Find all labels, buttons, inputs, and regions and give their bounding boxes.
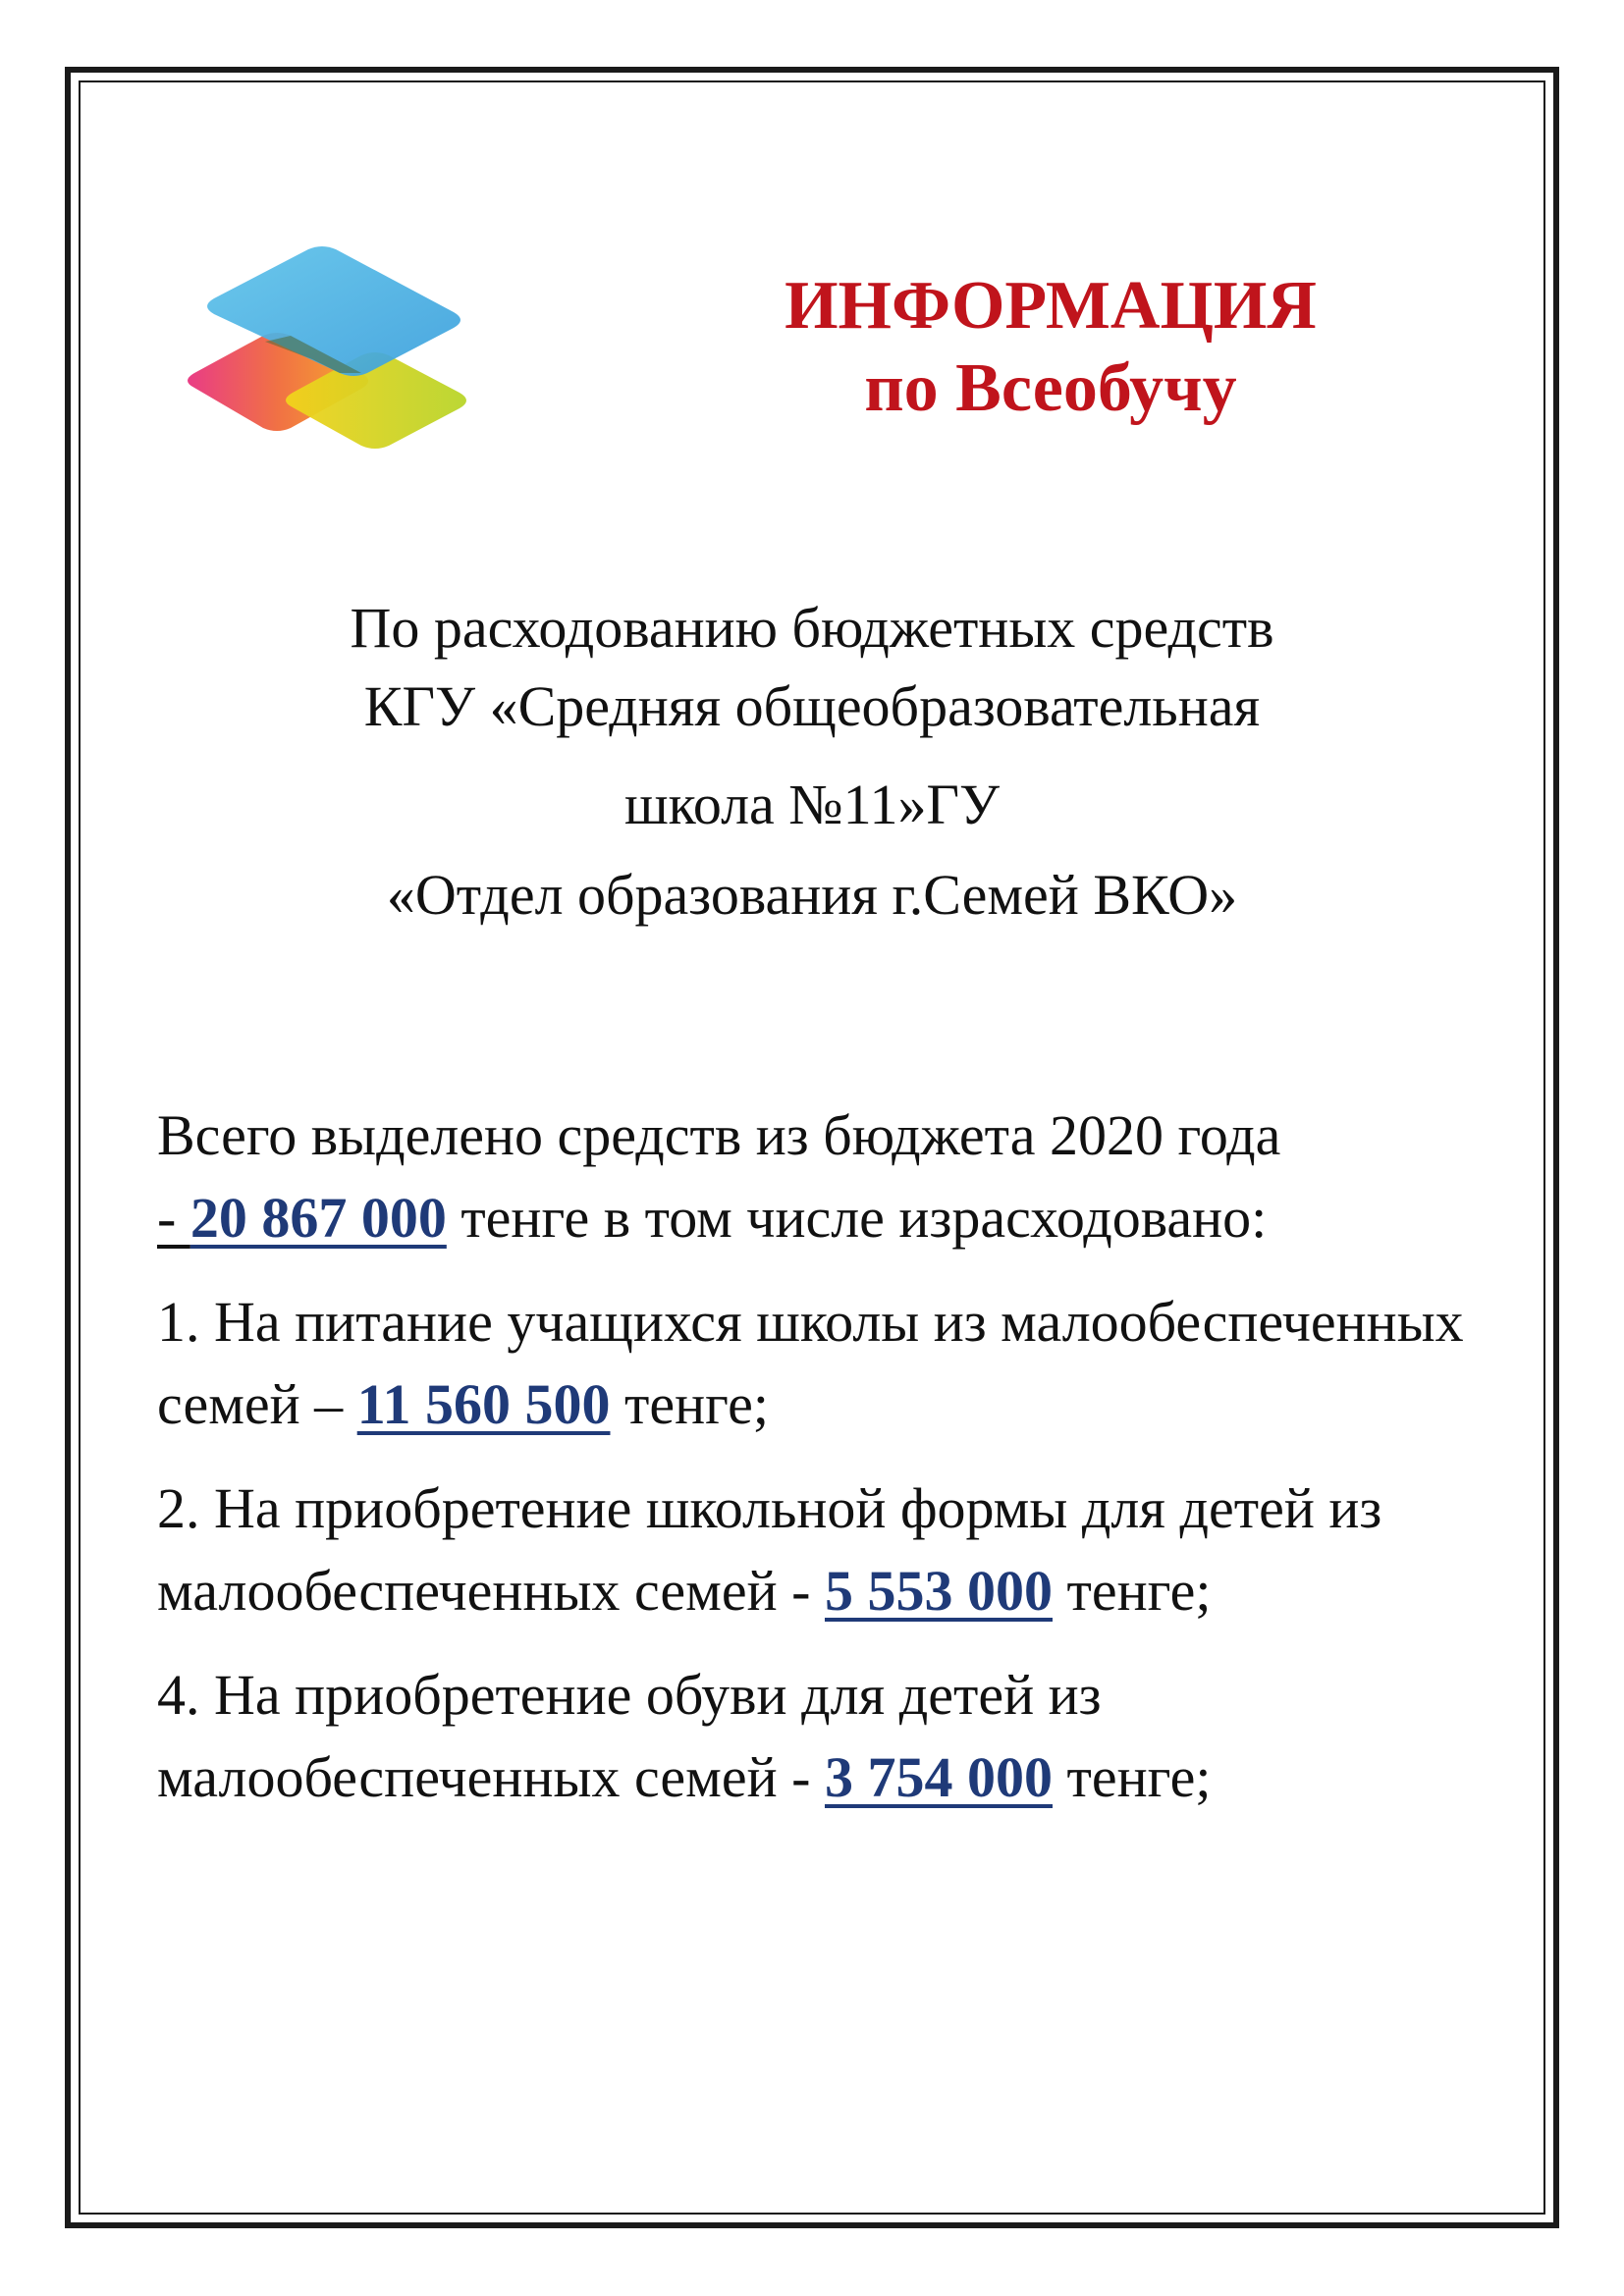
item-amount: 3 754 000	[824, 1745, 1053, 1809]
org-line-1: По расходованию бюджетных средств	[350, 596, 1274, 660]
page-title	[687, 265, 1414, 430]
item-text: 1. На питание учащихся школы из малообеспеченных семей –	[157, 1290, 1464, 1436]
list-item	[157, 1281, 1492, 1446]
summary-dash: -	[157, 1186, 190, 1250]
summary-line: Всего выделено средств из бюджета 2020 года	[157, 1103, 1281, 1167]
org-line-2: КГУ «Средняя общеобразовательная	[363, 674, 1261, 738]
list-item	[157, 1468, 1492, 1632]
item-text-after: тенге;	[1052, 1559, 1212, 1623]
item-text: 2. На приобретение школьной формы для детей из малообеспеченных семей -	[157, 1476, 1382, 1623]
budget-details	[157, 1095, 1492, 1841]
item-text: 4. На приобретение обуви для детей из малообеспеченных семей -	[157, 1663, 1102, 1809]
title-line-1: ИНФОРМАЦИЯ	[785, 268, 1317, 344]
total-amount: 20 867 000	[189, 1186, 447, 1250]
layered-diamonds-logo	[175, 236, 489, 461]
org-line-4: «Отдел образования г.Семей ВКО»	[386, 863, 1238, 927]
item-amount: 5 553 000	[824, 1559, 1053, 1623]
item-amount: 11 560 500	[356, 1372, 611, 1436]
summary-after-total: тенге в том числе израсходовано:	[446, 1186, 1268, 1250]
item-text-after: тенге;	[610, 1372, 770, 1436]
title-line-2: по Всеобучу	[864, 350, 1237, 426]
organization-heading	[157, 596, 1467, 927]
budget-summary	[157, 1095, 1492, 1259]
list-item	[157, 1654, 1492, 1819]
item-text-after: тенге;	[1052, 1745, 1212, 1809]
org-line-3: школа №11»ГУ	[623, 773, 1001, 836]
